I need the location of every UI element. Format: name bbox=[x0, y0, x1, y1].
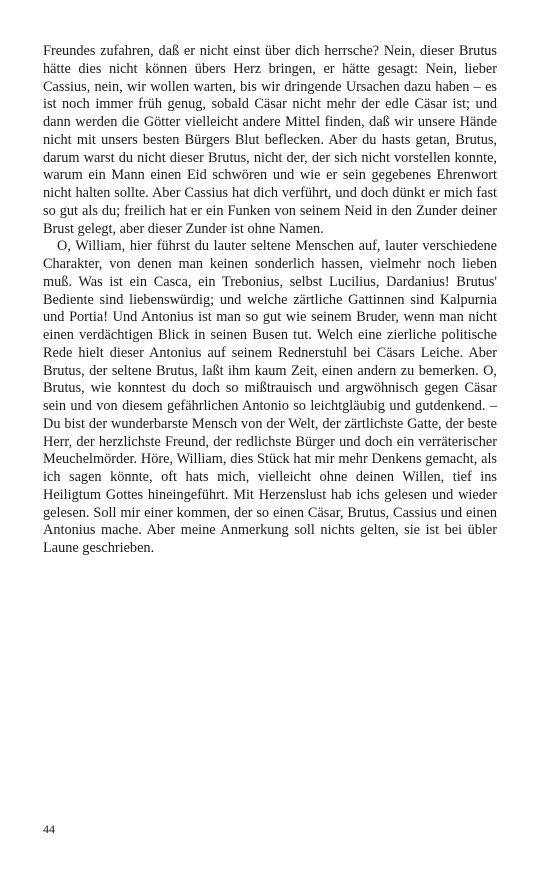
page-body bbox=[43, 43, 497, 558]
paragraph-william: O, William, hier führst du lauter seltene Menschen auf, lauter verschiedene Charakter, von denen man keinen sonderlich hassen, vielmehr noch lieben muß. Was ist ein Casca, ein Trebonius, selbst Lucilius, Dardanius! Brutus' Bediente sind liebenswürdig; und welche zärtliche Gattinnen sind Kalpurnia und Portia! Und Antonius ist man so gut wie seinem Bruder, wenn man nicht einen verdächtigen Blick in seinen Busen tut. Welch eine zierliche politische Rede hielt dieser Antonius auf seinem Rednerstuhl bei Cäsars Leiche. Aber Brutus, der seltene Brutus, laßt ihm kaum Zeit, einen andern zu bemerken. O, Brutus, wie konntest du doch so mißtrauisch und argwöhnisch gegen Cäsar sein und von diesem gefährlichen Antonio so leichtgläubig und gutdenkend. – Du bist der wunderbarste Mensch von der Welt, der zärtlichste Gatte, der beste Herr, der herzlichste Freund, der redlichste Bürger und doch ein verräterischer Meuchelmörder. Höre, William, dies Stück hat mir mehr Denkens gemacht, als ich sagen könnte, oft hats mich, vielleicht ohne deinen Willen, tief ins Heiligtum Gottes hineingeführt. Mit Herzenslust hab ichs gelesen und wieder gelesen. Soll mir einer kommen, der so einen Cäsar, Brutus, Cassius und einen Antonius mache. Aber meine Anmerkung soll nichts gelten, sie ist bei übler Laune geschrieben. bbox=[43, 238, 497, 556]
page-number: 44 bbox=[43, 822, 55, 836]
paragraph-continuation: Freundes zufahren, daß er nicht einst über dich herrsche? Nein, dieser Brutus hätte dies nicht können übers Herz bringen, er hätte gesagt: Nein, lieber Cassius, nein, wir wollen warten, bis wir dringende Ursachen dazu haben – es ist noch immer früh genug, sobald Cäsar nicht mehr der edle Cäsar ist; und dann werden die Götter vielleicht andere Mittel finden, daß wir unsere Hände nicht mit unsers besten Bürgers Blut beflecken. Aber du hasts getan, Brutus, darum warst du nicht dieser Brutus, nicht der, der sich nicht vorstellen konnte, warum ein Mann einen Eid schwören und wie er sein gegebenes Ehrenwort nicht halten sollte. Aber Cassius hat dich verführt, und doch dünkt er mich fast so gut als du; freilich hat er ein Funken von seinem Neid in den Zunder deiner Brust gelegt, aber dieser Zunder ist ohne Namen. bbox=[43, 43, 497, 237]
